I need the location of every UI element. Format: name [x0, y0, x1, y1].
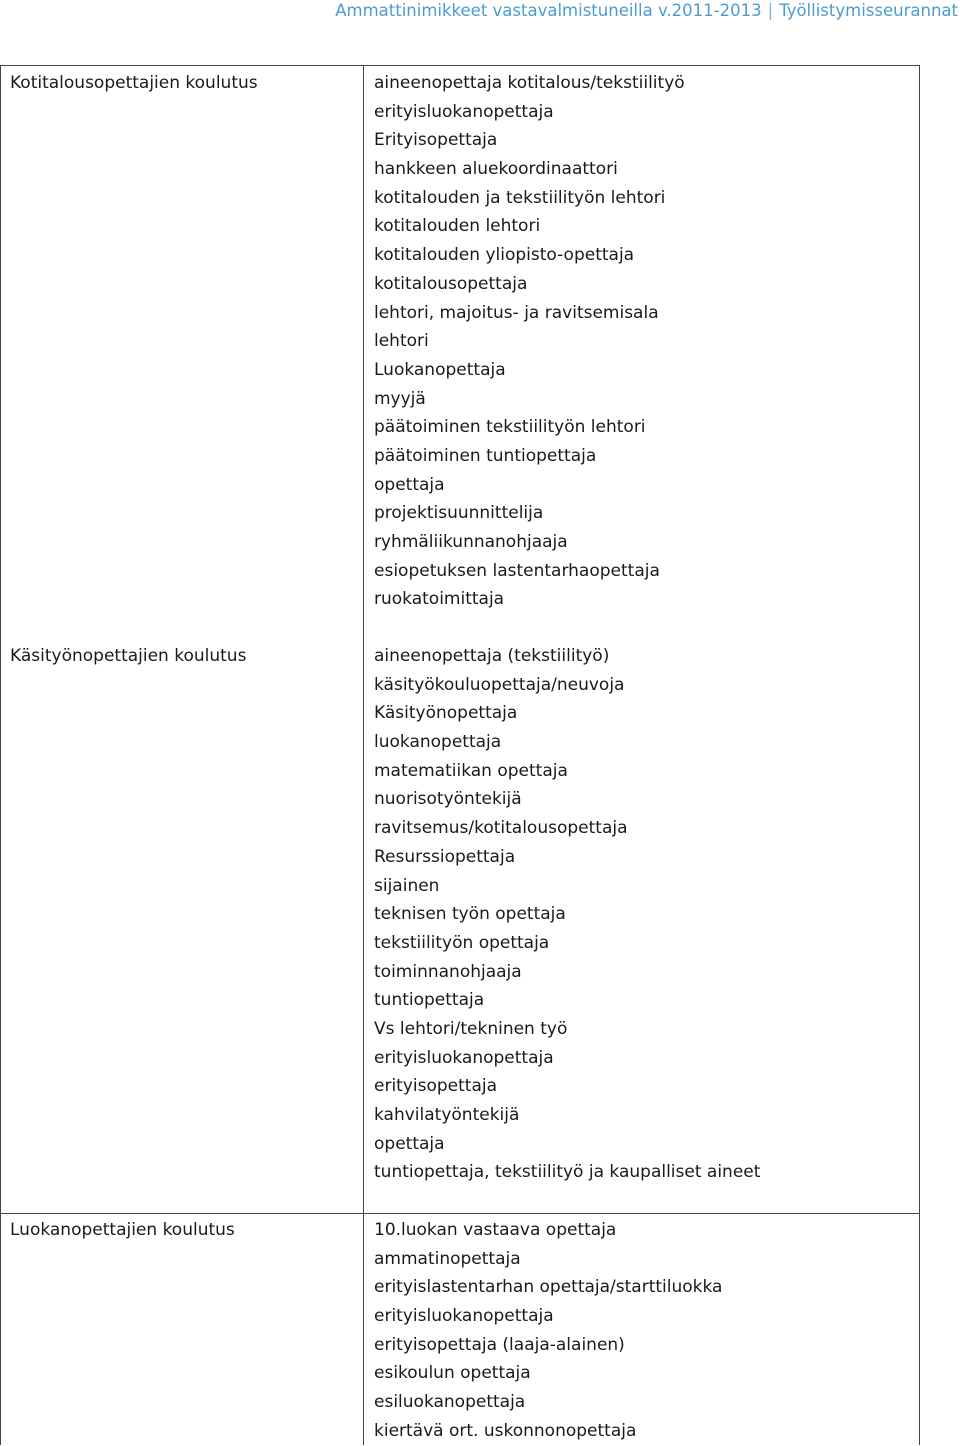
list-item: tuntiopettaja: [374, 990, 485, 1011]
list-item: nuorisotyöntekijä: [374, 789, 522, 810]
list-item: hankkeen aluekoordinaattori: [374, 159, 618, 180]
page-header: [335, 0, 960, 24]
list-item: opettaja: [374, 1133, 445, 1154]
list-item: lehtori: [374, 331, 429, 352]
list-item: lehtori, majoitus- ja ravitsemisala: [374, 302, 659, 323]
list-item: Käsityönopettaja: [374, 703, 518, 724]
list-item: Vs lehtori/tekninen työ: [374, 1018, 568, 1039]
list-item: erityisluokanopettaja: [374, 1306, 554, 1327]
list-item: opettaja: [374, 474, 445, 495]
list-item: erityisopettaja (laaja-alainen): [374, 1334, 625, 1355]
table-border-top: [0, 65, 920, 66]
list-item: käsityökouluopettaja/neuvoja: [374, 674, 625, 695]
list-item: kotitalouden lehtori: [374, 216, 541, 237]
header-title: Ammattinimikkeet vastavalmistuneilla v.2011-2013: [335, 1, 762, 20]
table-border-right: [919, 65, 920, 1445]
list-item: matematiikan opettaja: [374, 760, 568, 781]
table-column-divider: [363, 65, 364, 1445]
program-name: Kotitalousopettajien koulutus: [10, 73, 258, 93]
list-item: kotitalouden ja tekstiilityön lehtori: [374, 187, 666, 208]
list-item: erityisluokanopettaja: [374, 101, 554, 122]
list-item: päätoiminen tekstiilityön lehtori: [374, 417, 646, 438]
table-border-left: [0, 65, 1, 1445]
list-item: projektisuunnittelija: [374, 503, 544, 524]
list-item: Resurssiopettaja: [374, 846, 516, 867]
list-item: myyjä: [374, 388, 426, 409]
list-item: erityislastentarhan opettaja/starttiluokka: [374, 1277, 723, 1298]
list-item: aineenopettaja kotitalous/tekstiilityö: [374, 73, 685, 93]
list-item: kiertävä ort. uskonnonopettaja: [374, 1420, 637, 1441]
list-item: esikoulun opettaja: [374, 1363, 531, 1384]
list-item: toiminnanohjaaja: [374, 961, 522, 982]
list-item: esiopetuksen lastentarhaopettaja: [374, 560, 660, 581]
list-item: ruokatoimittaja: [374, 589, 505, 610]
list-item: Erityisopettaja: [374, 130, 498, 151]
list-item: 10.luokan vastaava opettaja: [374, 1220, 617, 1240]
program-name: Käsityönopettajien koulutus: [10, 646, 247, 666]
list-item: päätoiminen tuntiopettaja: [374, 445, 597, 466]
occupation-table: [0, 65, 920, 1445]
list-item: Luokanopettaja: [374, 359, 506, 380]
job-title-list: [374, 69, 685, 614]
list-item: erityisluokanopettaja: [374, 1047, 554, 1068]
list-item: erityisopettaja: [374, 1076, 498, 1097]
job-title-list: [374, 1216, 722, 1446]
list-item: ryhmäliikunnanohjaaja: [374, 532, 568, 552]
list-item: tuntiopettaja, tekstiilityö ja kaupalliset aineet: [374, 1162, 761, 1183]
list-item: ravitsemus/kotitalousopettaja: [374, 818, 628, 839]
list-item: tekstiilityön opettaja: [374, 932, 550, 953]
program-name: Luokanopettajien koulutus: [10, 1220, 235, 1240]
row-divider: [0, 1213, 920, 1214]
header-section: Työllistymisseurannat: [779, 1, 958, 20]
list-item: teknisen työn opettaja: [374, 904, 566, 925]
header-separator: |: [767, 1, 774, 20]
list-item: esiluokanopettaja: [374, 1392, 526, 1413]
list-item: kotitalouden yliopisto-opettaja: [374, 245, 635, 266]
list-item: kahvilatyöntekijä: [374, 1105, 520, 1125]
list-item: ammatinopettaja: [374, 1248, 521, 1269]
list-item: luokanopettaja: [374, 732, 502, 753]
list-item: kotitalousopettaja: [374, 273, 528, 294]
list-item: aineenopettaja (tekstiilityö): [374, 646, 610, 666]
list-item: sijainen: [374, 875, 440, 896]
job-title-list: [374, 642, 760, 1187]
